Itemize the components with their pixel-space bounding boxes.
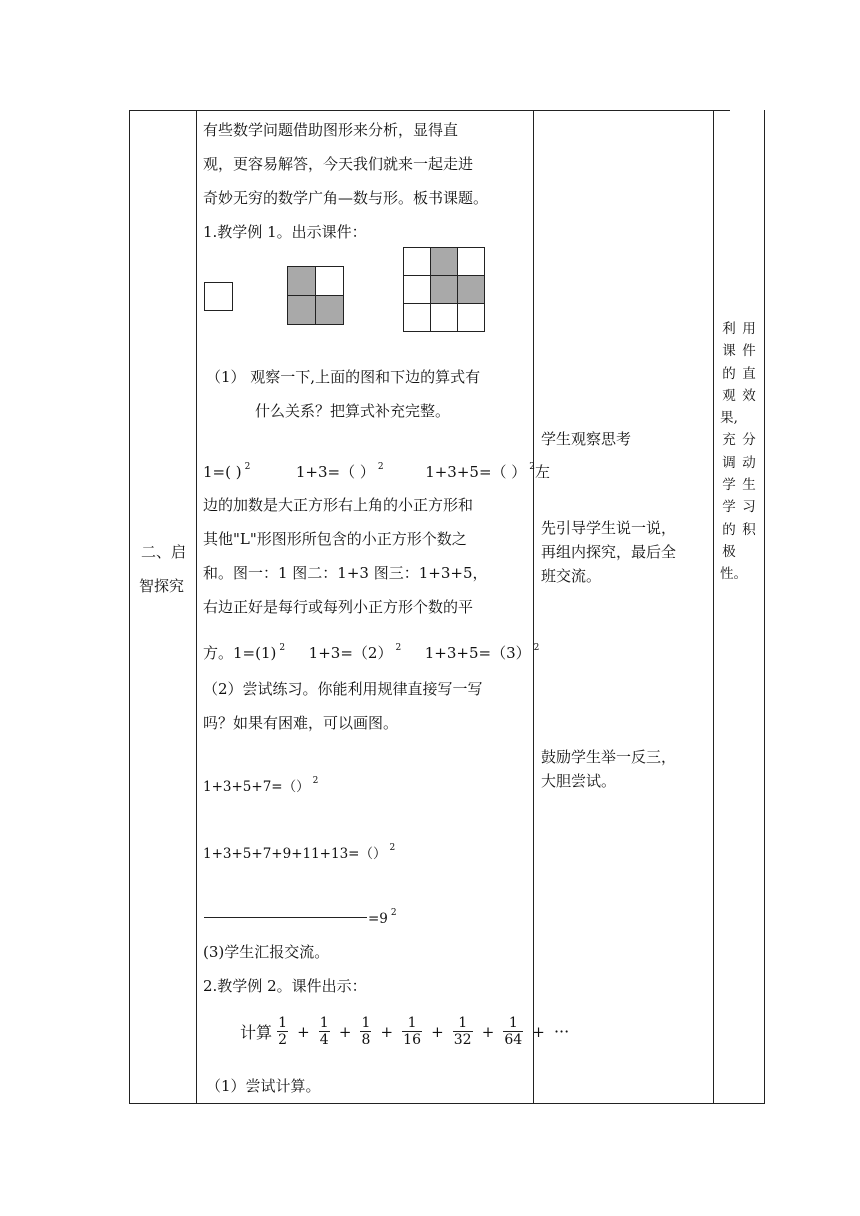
fraction-3: $\frac{1}{8}$	[361, 1015, 371, 1048]
ellipsis: ···	[553, 1022, 570, 1041]
equation-1a: 1=( )	[203, 463, 242, 481]
example-1-heading: 1.教学例 1。出示课件：	[203, 223, 367, 241]
superscript: 2	[533, 643, 540, 653]
equation-1b: 1+3=（ ）	[295, 463, 375, 481]
equation-1c: 1+3+5=（ ）	[425, 463, 527, 481]
table-col-border-4	[713, 110, 714, 1104]
explanation-line-1: 边的加数是大正方形右上角的小正方形和	[203, 496, 474, 514]
superscript: 2	[395, 643, 402, 653]
table-top-border	[129, 110, 730, 111]
superscript: 2	[279, 643, 286, 653]
fraction-6: $\frac{1}{64}$	[504, 1015, 523, 1048]
design-intent-col-2: 用 件 直 效 分 动 生 习 积	[742, 321, 756, 538]
question-1-line-a: （1） 观察一下,上面的图和下边的算式有	[206, 368, 481, 386]
table-bottom-border	[129, 1103, 765, 1104]
section-label-line1: 二、启	[141, 543, 187, 561]
student-activity-3-line-1: 鼓励学生举一反三，	[541, 748, 677, 766]
fraction-4: $\frac{1}{16}$	[403, 1015, 421, 1048]
superscript: 2	[312, 776, 319, 786]
intro-line-1: 有些数学问题借助图形来分析，显得直	[203, 121, 459, 139]
figure-1-grid	[204, 282, 233, 311]
student-activity-1: 学生观察思考	[541, 430, 632, 448]
fraction-series-formula	[240, 1015, 569, 1048]
practice-2-text: 1+3+5+7+9+11+13=（）	[203, 846, 387, 862]
fraction-2: $\frac{1}{4}$	[319, 1015, 329, 1048]
table-col-border-2	[196, 110, 197, 1104]
fraction-1: $\frac{1}{2}$	[278, 1015, 288, 1048]
question-3: (3)学生汇报交流。	[203, 943, 330, 961]
explanation-line-3: 和。图一：1 图二：1+3 图三：1+3+5，	[203, 564, 488, 582]
answer-c: 1+3+5=（3）	[424, 644, 531, 662]
student-activity-2-line-1: 先引导学生说一说，	[541, 519, 677, 537]
plus-sign: +	[297, 1022, 310, 1041]
question-1-line-b: 什么关系？把算式补充完整。	[255, 402, 451, 420]
plus-sign: +	[532, 1022, 545, 1041]
table-col-border-5	[764, 110, 765, 1104]
practice-1	[203, 766, 318, 802]
practice-3-text: =9	[368, 911, 388, 927]
intro-line-2: 观，更容易解答，今天我们就来一起走进	[203, 155, 474, 173]
plus-sign: +	[431, 1022, 444, 1041]
plus-sign: +	[481, 1022, 495, 1041]
practice-3	[368, 898, 397, 934]
answer-b: 1+3=（2）	[308, 644, 393, 662]
answer-a: 方。1=(1)	[203, 644, 277, 662]
intro-line-3: 奇妙无穷的数学广角—数与形。板书课题。	[203, 189, 489, 207]
question-2-line-b: 吗？如果有困难，可以画图。	[203, 714, 399, 732]
student-activity-2-line-2: 再组内探究，最后全	[541, 543, 677, 561]
fraction-5: $\frac{1}{32}$	[453, 1015, 472, 1048]
superscript: 2	[389, 843, 396, 853]
figure-2-grid	[287, 266, 344, 325]
figure-3-grid	[403, 247, 485, 332]
practice-3-blank-line	[204, 917, 367, 918]
explanation-line-2: 其他"L"形图形所包含的小正方形个数之	[203, 530, 467, 548]
calc-word: 计算	[240, 1023, 273, 1042]
student-activity-3-line-2: 大胆尝试。	[541, 772, 617, 790]
equation-row-1	[203, 452, 550, 487]
practice-2	[203, 833, 395, 869]
question-4: （1）尝试计算。	[206, 1077, 321, 1095]
equation-1-tail: 左	[535, 463, 551, 481]
superscript: 2	[244, 462, 251, 472]
table-col-border-3	[533, 110, 534, 1104]
question-2-line-a: （2）尝试练习。你能利用规律直接写一写	[203, 680, 483, 698]
design-intent-col-1: 利 课 的 观 果, 充 调 学 学 的 极 性。	[720, 321, 747, 583]
plus-sign: +	[380, 1022, 394, 1041]
table-col-border-1	[129, 110, 130, 1104]
superscript: 2	[390, 908, 397, 918]
answer-row	[203, 633, 539, 668]
section-label-line2: 智探究	[139, 577, 185, 595]
superscript: 2	[377, 462, 384, 472]
practice-1-text: 1+3+5+7=（）	[203, 779, 310, 795]
superscript: 2	[529, 462, 536, 472]
explanation-line-4: 右边正好是每行或每列小正方形个数的平	[203, 598, 474, 616]
example-2-heading: 2.教学例 2。课件出示：	[203, 977, 367, 995]
plus-sign: +	[338, 1022, 352, 1041]
student-activity-2-line-3: 班交流。	[541, 567, 602, 585]
